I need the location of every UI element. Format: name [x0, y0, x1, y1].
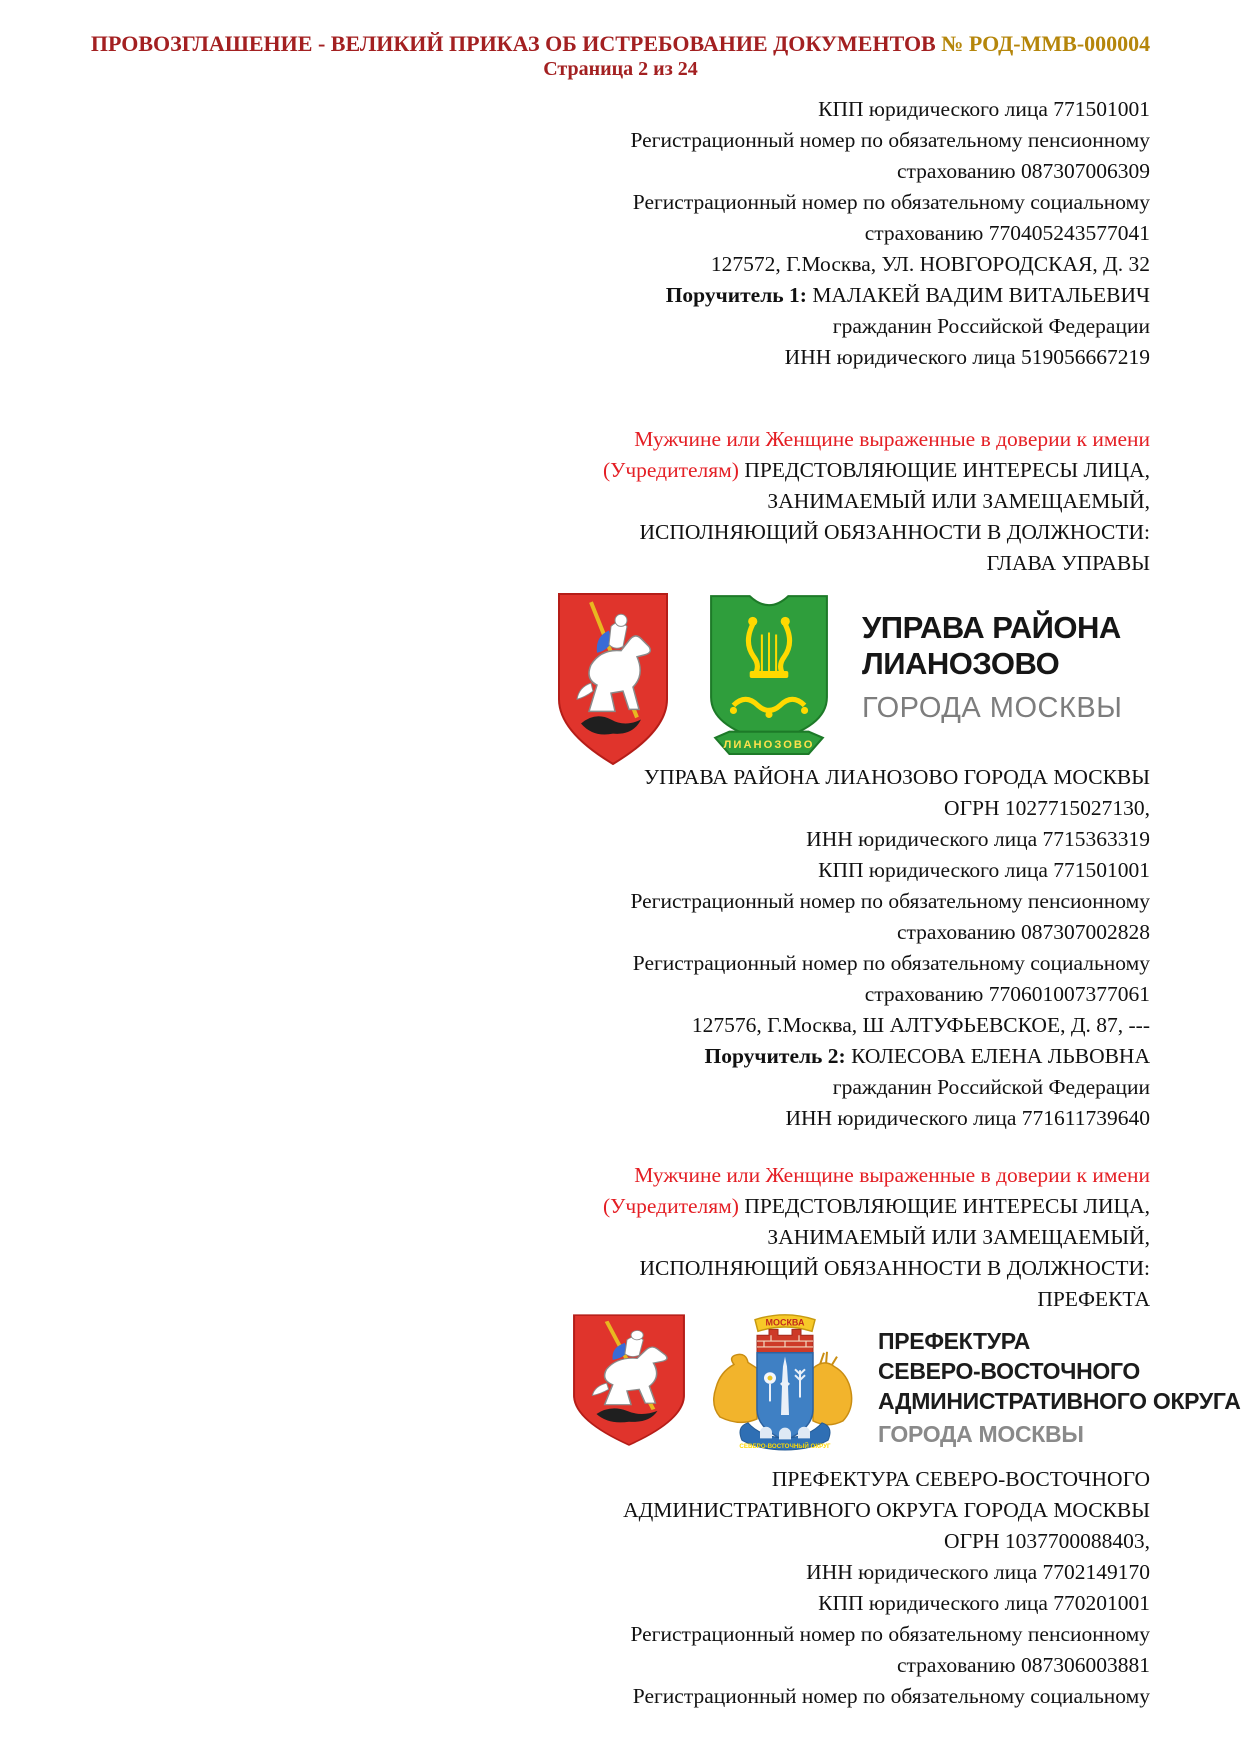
guarantor1-requisites-block — [440, 94, 1150, 373]
org-name-line: АДМИНИСТРАТИВНОГО ОКРУГА ГОРОДА МОСКВЫ — [623, 1498, 1150, 1522]
svao-prefecture-emblem — [700, 1308, 870, 1452]
ogrn-line: ОГРН 1037700088403, — [944, 1529, 1150, 1553]
moscow-coat-of-arms-emblem — [555, 590, 671, 768]
position-title: ГЛАВА УПРАВЫ — [986, 551, 1150, 575]
uprava-subtitle: ГОРОДА МОСКВЫ — [862, 692, 1123, 724]
requisite-line: страхованию 770601007377061 — [864, 982, 1150, 1006]
uprava-logo-text — [862, 610, 1122, 725]
document-number: № РОД-ММВ-000004 — [941, 31, 1151, 56]
guarantor2-name: КОЛЕСОВА ЕЛЕНА ЛЬВОВНА — [845, 1044, 1150, 1068]
notice-founders-1 — [440, 424, 1150, 579]
page-number-info: Страница 2 из 24 — [543, 58, 698, 80]
requisite-line: Регистрационный номер по обязательному пенсионному — [630, 889, 1150, 913]
moscow-coat-of-arms-emblem — [570, 1312, 688, 1448]
guarantor2-label: Поручитель 2: — [704, 1044, 846, 1068]
guarantor1-label: Поручитель 1: — [665, 283, 807, 307]
document-title — [0, 30, 1241, 57]
prefecture-name-line3: АДМИНИСТРАТИВНОГО ОКРУГА — [878, 1388, 1241, 1414]
address-line: 127572, Г.Москва, УЛ. НОВГОРОДСКАЯ, Д. 32 — [710, 252, 1150, 276]
notice-founders-2 — [440, 1160, 1150, 1315]
prefecture-logo-text — [878, 1326, 1241, 1449]
prefecture-subtitle: ГОРОДА МОСКВЫ — [878, 1421, 1084, 1447]
prefecture-name-line1: ПРЕФЕКТУРА — [878, 1328, 1031, 1354]
svao-ribbon-bottom-label: СЕВЕРО-ВОСТОЧНЫЙ ОКРУГ — [739, 1443, 831, 1451]
notice-line: ЗАНИМАЕМЫЙ ИЛИ ЗАМЕЩАЕМЫЙ, — [767, 489, 1150, 513]
guarantor1-line — [440, 280, 1150, 311]
notice-founders-word: (Учредителям) — [602, 1194, 739, 1218]
guarantor2-line — [440, 1041, 1150, 1072]
address-line: 127576, Г.Москва, Ш АЛТУФЬЕВСКОЕ, Д. 87, --- — [691, 1013, 1150, 1037]
svao-ribbon-top-label: МОСКВА — [765, 1317, 805, 1328]
requisite-line: КПП юридического лица 771501001 — [818, 97, 1150, 121]
requisite-line: Регистрационный номер по обязательному социальному — [632, 1684, 1150, 1708]
ogrn-line: ОГРН 1027715027130, — [944, 796, 1150, 820]
citizenship-line: гражданин Российской Федерации — [832, 1075, 1150, 1099]
inn-line: ИНН юридического лица 771611739640 — [785, 1106, 1150, 1130]
notice-line: Мужчине или Женщине выраженные в доверии к имени — [634, 1163, 1150, 1187]
inn-line: ИНН юридического лица 7715363319 — [806, 827, 1150, 851]
notice-line: ИСПОЛНЯЮЩИЙ ОБЯЗАННОСТИ В ДОЛЖНОСТИ: — [639, 520, 1150, 544]
notice-line: ЗАНИМАЕМЫЙ ИЛИ ЗАМЕЩАЕМЫЙ, — [767, 1225, 1150, 1249]
prefecture-name-line2: СЕВЕРО-ВОСТОЧНОГО — [878, 1358, 1141, 1384]
requisite-line: страхованию 770405243577041 — [864, 221, 1150, 245]
uprava-name-line2: ЛИАНОЗОВО — [862, 646, 1060, 681]
requisite-line: страхованию 087307006309 — [896, 159, 1150, 183]
notice-line-text: ПРЕДСТОВЛЯЮЩИЕ ИНТЕРЕСЫ ЛИЦА, — [738, 1194, 1150, 1218]
org-name-line: ПРЕФЕКТУРА СЕВЕРО-ВОСТОЧНОГО — [771, 1467, 1150, 1491]
requisite-line: Регистрационный номер по обязательному пенсионному — [630, 1622, 1150, 1646]
requisite-line: страхованию 087307002828 — [896, 920, 1150, 944]
requisite-line: Регистрационный номер по обязательному социальному — [632, 951, 1150, 975]
requisite-line: Регистрационный номер по обязательному пенсионному — [630, 128, 1150, 152]
requisite-line: Регистрационный номер по обязательному социальному — [632, 190, 1150, 214]
inn-line: ИНН юридического лица 519056667219 — [784, 345, 1150, 369]
guarantor2-requisites-block — [440, 762, 1150, 1134]
notice-line — [440, 455, 1150, 486]
notice-founders-word: (Учредителям) — [602, 458, 739, 482]
notice-line: Мужчине или Женщине выраженные в доверии к имени — [634, 427, 1150, 451]
notice-line — [440, 1191, 1150, 1222]
kpp-line: КПП юридического лица 770201001 — [818, 1591, 1150, 1615]
document-title-text: ПРОВОЗГЛАШЕНИЕ - ВЕЛИКИЙ ПРИКАЗ ОБ ИСТРЕБОВАНИЕ ДОКУМЕНТОВ — [90, 31, 942, 56]
notice-line-text: ПРЕДСТОВЛЯЮЩИЕ ИНТЕРЕСЫ ЛИЦА, — [738, 458, 1150, 482]
inn-line: ИНН юридического лица 7702149170 — [806, 1560, 1150, 1584]
lianozovo-district-emblem — [705, 588, 833, 758]
prefecture-requisites-block — [440, 1464, 1150, 1712]
notice-line: ИСПОЛНЯЮЩИЙ ОБЯЗАННОСТИ В ДОЛЖНОСТИ: — [639, 1256, 1150, 1280]
citizenship-line: гражданин Российской Федерации — [832, 314, 1150, 338]
lianozovo-ribbon-label: ЛИАНОЗОВО — [723, 738, 815, 751]
uprava-name-line1: УПРАВА РАЙОНА — [862, 610, 1121, 645]
guarantor1-name: МАЛАКЕЙ ВАДИМ ВИТАЛЬЕВИЧ — [806, 283, 1150, 307]
org-name-line: УПРАВА РАЙОНА ЛИАНОЗОВО ГОРОДА МОСКВЫ — [643, 765, 1150, 789]
position-title: ПРЕФЕКТА — [1037, 1287, 1150, 1311]
kpp-line: КПП юридического лица 771501001 — [818, 858, 1150, 882]
requisite-line: страхованию 087306003881 — [896, 1653, 1150, 1677]
